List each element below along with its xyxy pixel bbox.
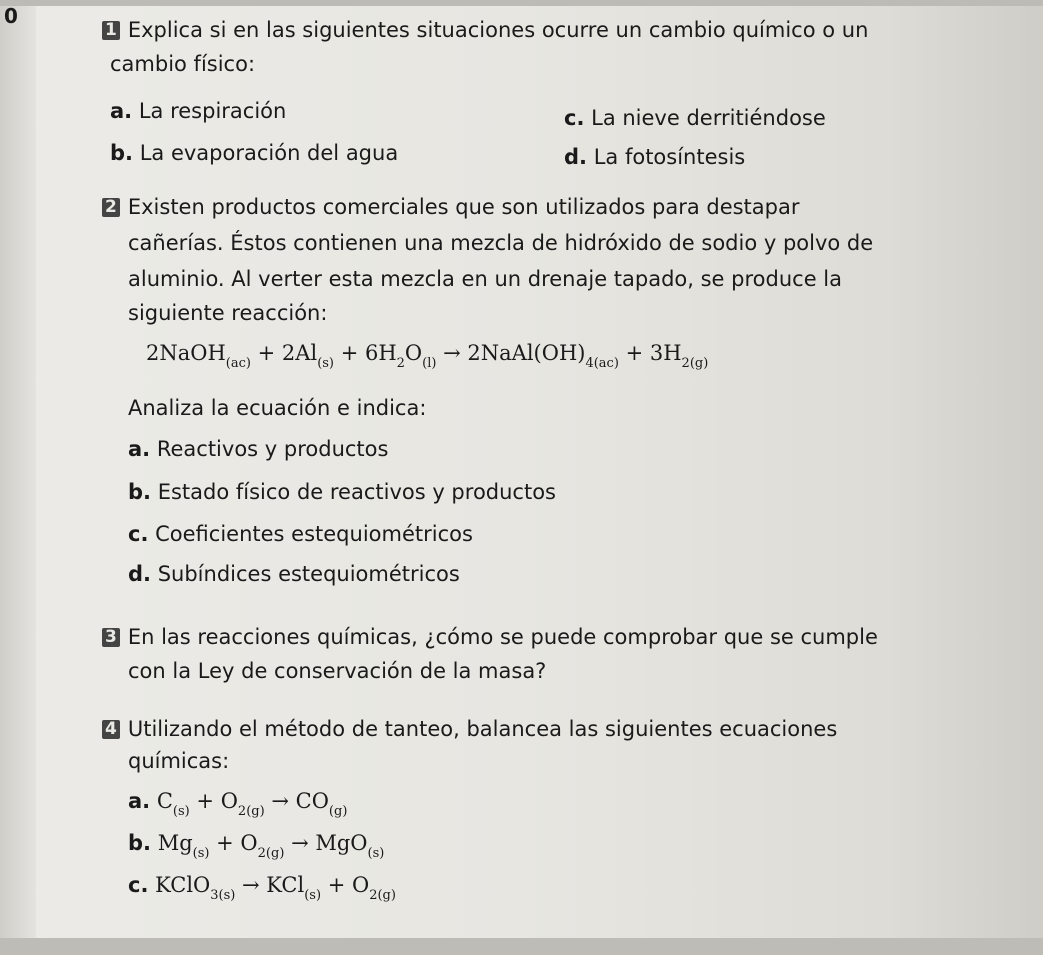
eq-arrow: → xyxy=(436,341,468,365)
eq-term-h2: + 3H xyxy=(618,341,682,365)
eq-sub-2: (s) xyxy=(317,356,335,371)
q2-item-a-letter: a. xyxy=(128,437,151,461)
q4-eq-b-p1: Mg xyxy=(157,831,193,855)
q1-item-d-letter: d. xyxy=(564,145,588,169)
eq-sub-5: 2(g) xyxy=(681,356,709,371)
q1-text-line2: cambio físico: xyxy=(110,52,256,76)
q1-item-b-text: La evaporación del agua xyxy=(139,141,399,165)
q1-item-a-letter: a. xyxy=(110,99,133,123)
q4-eq-a-s3: (g) xyxy=(328,804,348,819)
q2-equation xyxy=(146,338,708,379)
q4-eq-a-letter: a. xyxy=(128,789,151,813)
q4-eq-c-letter: c. xyxy=(128,873,149,897)
q2-item-b-text: Estado físico de reactivos y productos xyxy=(157,480,556,504)
q4-eq-b-p2: + O xyxy=(209,831,258,855)
q4-eq-a-p1: C xyxy=(156,789,173,813)
q1-line1 xyxy=(102,16,868,44)
q2-text-line2: cañerías. Éstos contienen una mezcla de hidróxido de sodio y polvo de xyxy=(128,231,874,255)
q4-line1 xyxy=(102,715,837,743)
eq-term-o: O xyxy=(404,341,423,365)
q1-item-c-letter: c. xyxy=(564,106,585,130)
q4-eq-b-p3: MgO xyxy=(315,831,368,855)
q4-number: 4 xyxy=(102,720,120,739)
q4-text-line2: químicas: xyxy=(128,749,230,773)
q3-text-line2: con la Ley de conservación de la masa? xyxy=(128,659,547,683)
q4-eq-b-s3: (s) xyxy=(367,846,385,861)
q4-equation-a xyxy=(128,786,347,827)
q4-eq-c-p2: KCl xyxy=(266,873,305,897)
q2-item-b-letter: b. xyxy=(128,480,152,504)
q2-item-c-letter: c. xyxy=(128,522,149,546)
q4-eq-a-arrow: → xyxy=(264,789,296,813)
eq-sub-3b: (l) xyxy=(422,356,437,371)
q1-text-line1: Explica si en las siguientes situaciones ocurre un cambio químico o un xyxy=(127,18,869,42)
q4-eq-b-arrow: → xyxy=(284,831,316,855)
q2-prompt: Analiza la ecuación e indica: xyxy=(128,396,427,420)
q4-equation-c xyxy=(128,870,396,911)
q2-text-line1: Existen productos comerciales que son utilizados para destapar xyxy=(127,195,800,219)
eq-term-naoh: 2NaOH xyxy=(146,341,226,365)
q4-eq-b-letter: b. xyxy=(128,831,152,855)
q1-item-a-text: La respiración xyxy=(138,99,287,123)
eq-term-h: + 6H xyxy=(334,341,397,365)
q4-equation-b xyxy=(128,828,384,869)
q4-text-line1: Utilizando el método de tanteo, balancea las siguientes ecuaciones xyxy=(127,717,838,741)
q1-number: 1 xyxy=(102,21,120,40)
q2-item-a xyxy=(128,435,388,463)
q4-eq-b-s1: (s) xyxy=(192,846,210,861)
page-left-edge xyxy=(0,0,36,955)
q2-text-line4: siguiente reacción: xyxy=(128,301,328,325)
eq-term-naaloh: 2NaAl(OH) xyxy=(467,341,586,365)
q1-item-d xyxy=(564,143,745,171)
q2-line1 xyxy=(102,193,800,221)
q2-item-c xyxy=(128,520,473,548)
q2-item-a-text: Reactivos y productos xyxy=(156,437,389,461)
q1-item-c-text: La nieve derritiéndose xyxy=(591,106,826,130)
q4-eq-c-p1: KClO xyxy=(155,873,211,897)
q4-eq-b-s2: 2(g) xyxy=(257,846,285,861)
q2-item-d xyxy=(128,560,460,588)
q2-text-line3: aluminio. Al verter esta mezcla en un drenaje tapado, se produce la xyxy=(128,267,842,291)
q4-eq-a-s1: (s) xyxy=(172,804,190,819)
q2-number: 2 xyxy=(102,198,120,217)
q1-item-b xyxy=(110,139,398,167)
q2-item-b xyxy=(128,478,556,506)
q3-number: 3 xyxy=(102,628,120,647)
q3-line1 xyxy=(102,623,878,651)
eq-sub-1: (ac) xyxy=(225,356,251,371)
q4-eq-a-p2: + O xyxy=(189,789,238,813)
q4-eq-c-s2: (s) xyxy=(304,888,322,903)
q2-item-d-text: Subíndices estequiométricos xyxy=(157,562,460,586)
top-rule xyxy=(0,0,1043,6)
q2-item-d-letter: d. xyxy=(128,562,152,586)
eq-term-al: + 2Al xyxy=(250,341,318,365)
q1-item-b-letter: b. xyxy=(110,141,134,165)
q4-eq-c-s1: 3(s) xyxy=(210,888,236,903)
q3-text-line1: En las reacciones químicas, ¿cómo se puede comprobar que se cumple xyxy=(127,625,878,649)
q2-item-c-text: Coeficientes estequiométricos xyxy=(155,522,473,546)
q4-eq-a-p3: CO xyxy=(295,789,329,813)
q4-eq-c-arrow: → xyxy=(235,873,267,897)
q1-item-d-text: La fotosíntesis xyxy=(593,145,746,169)
eq-sub-3: 2 xyxy=(396,356,405,371)
q1-item-a xyxy=(110,97,286,125)
corner-mark: 0 xyxy=(4,4,18,28)
q4-eq-a-s2: 2(g) xyxy=(237,804,265,819)
bottom-rule xyxy=(0,938,1043,955)
eq-sub-4: 4(ac) xyxy=(585,356,619,371)
q1-item-c xyxy=(564,104,826,132)
q4-eq-c-p3: + O xyxy=(321,873,370,897)
q4-eq-c-s3: 2(g) xyxy=(369,888,396,903)
